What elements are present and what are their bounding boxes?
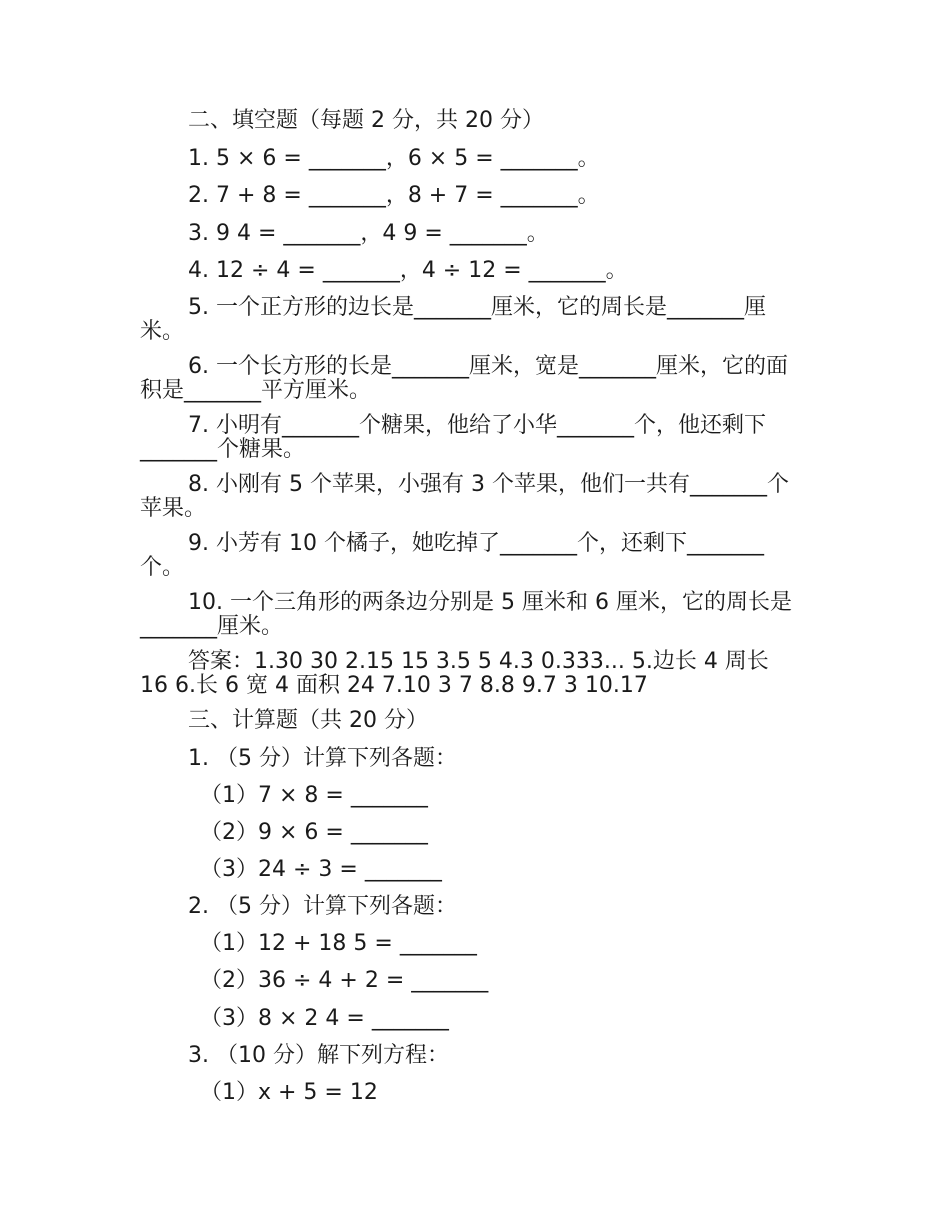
fill-question-2: 2. 7 + 8 = _______，8 + 7 = _______。 (188, 183, 600, 208)
section-3-heading: 三、计算题（共 20 分） (188, 708, 428, 733)
calc-problem-1-item-3: （3）24 ÷ 3 = _______ (200, 857, 442, 882)
fill-question-10: 10. 一个三角形的两条边分别是 5 厘米和 6 厘米，它的周长是_______厘米。 (140, 590, 792, 639)
fill-question-6: 6. 一个长方形的长是_______厘米，宽是_______厘米，它的面积是_______平方厘米。 (140, 354, 788, 403)
fill-question-3: 3. 9 4 = _______，4 9 = _______。 (188, 221, 549, 246)
calc-problem-1-title: 1. （5 分）计算下列各题： (188, 746, 457, 771)
calc-problem-2-item-1: （1）12 + 18 5 = _______ (200, 931, 477, 956)
calc-problem-2-item-3: （3）8 × 2 4 = _______ (200, 1006, 449, 1031)
answer-key: 答案：1.30 30 2.15 15 3.5 5 4.3 0.333... 5.边长 4 周长 16 6.长 6 宽 4 面积 24 7.10 3 7 8.8 9.7 3 10.17 (140, 649, 769, 698)
calc-problem-2-title: 2. （5 分）计算下列各题： (188, 894, 457, 919)
fill-question-1: 1. 5 × 6 = _______，6 × 5 = _______。 (188, 146, 600, 171)
fill-question-5: 5. 一个正方形的边长是_______厘米，它的周长是_______厘米。 (140, 295, 766, 344)
fill-question-9: 9. 小芳有 10 个橘子，她吃掉了_______个，还剩下_______个。 (140, 531, 764, 580)
calc-problem-1-item-1: （1）7 × 8 = _______ (200, 783, 428, 808)
section-2-heading: 二、填空题（每题 2 分，共 20 分） (188, 108, 544, 133)
calc-problem-3-title: 3. （10 分）解下列方程： (188, 1043, 449, 1068)
calc-problem-3-item-1: （1）x + 5 = 12 (200, 1080, 378, 1105)
fill-question-4: 4. 12 ÷ 4 = _______，4 ÷ 12 = _______。 (188, 258, 628, 283)
fill-question-7: 7. 小明有_______个糖果，他给了小华_______个，他还剩下_______个糖果。 (140, 413, 766, 462)
calc-problem-2-item-2: （2）36 ÷ 4 + 2 = _______ (200, 968, 489, 993)
calc-problem-1-item-2: （2）9 × 6 = _______ (200, 820, 428, 845)
fill-question-8: 8. 小刚有 5 个苹果，小强有 3 个苹果，他们一共有_______个苹果。 (140, 472, 789, 521)
